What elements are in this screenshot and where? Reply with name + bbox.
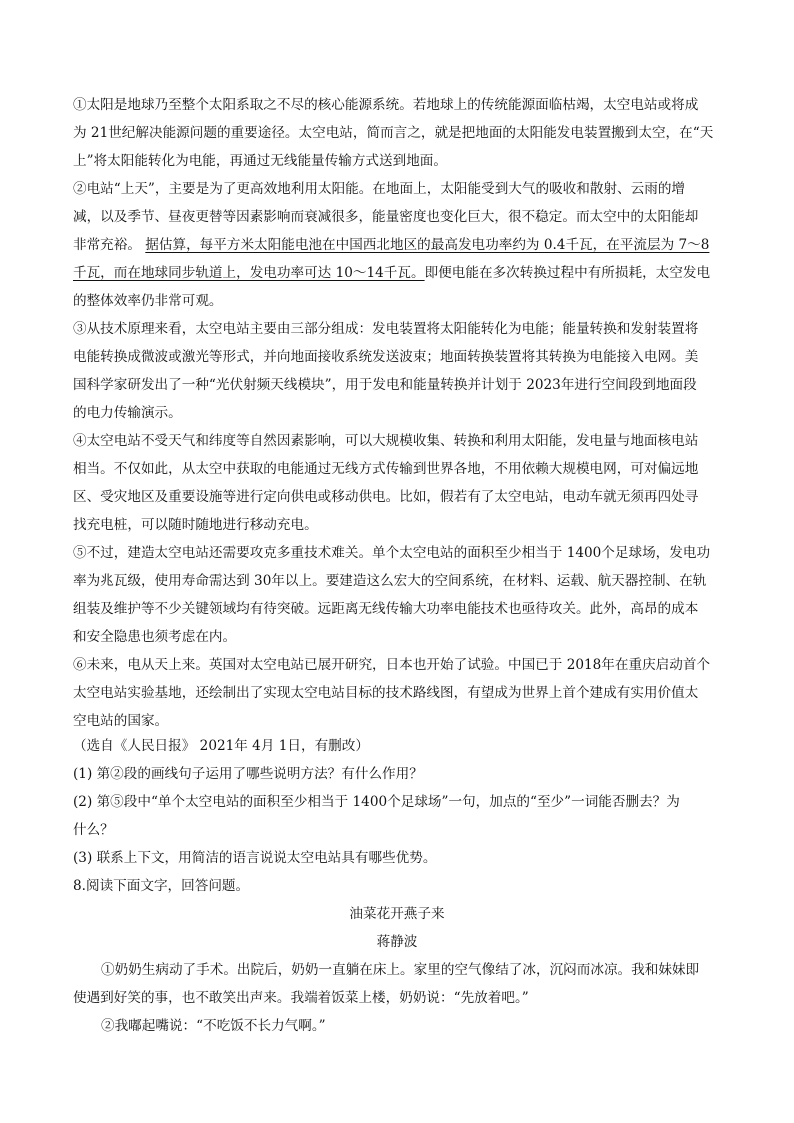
text-segment: 非常充裕。 (73, 237, 146, 253)
text-line: 什么？ (73, 822, 114, 838)
text-line: 为 21世纪解决能源问题的重要途径。太空电站，简而言之，就是把地面的太阳能发电装置搬到太空，在“天 (73, 125, 714, 141)
text-line: ⑥未来，电从天上来。英国对太空电站已展开研究，日本也开始了试验。中国已于 2018年在重庆启动首个 (73, 657, 711, 673)
text-line: 减，以及季节、昼夜更替等因素影响而衰减很多，能量密度也变化巨大，很不稳定。而太空中的太阳能却 (73, 209, 699, 225)
text-line: 太空电站实验基地，还绘制出了实现太空电站目标的技术路线图，有望成为世界上首个建成有实用价值太 (73, 685, 699, 701)
section-heading: 8.阅读下面文字，回答问题。 (73, 878, 250, 894)
text-segment: 即便电能在多次转换过程中有所损耗，太空发电 (424, 265, 711, 281)
text-line: 国科学家研发出了一种“光伏射频天线模块”，用于发电和能量转换并计划于 2023年进行空间段到地面段 (73, 377, 697, 393)
text-line: 和安全隐患也须考虑在内。 (73, 629, 237, 645)
underlined-sentence: 据估算，每平方米太阳能电池在中国西北地区的最高发电功率约为 0.4千瓦，在平流层为 7～8 (145, 237, 710, 253)
text-line: ②电站“上天”，主要是为了更高效地利用太阳能。在地面上，太阳能受到大气的吸收和散射、云雨的增 (73, 181, 686, 197)
text-line: 空电站的国家。 (73, 713, 169, 729)
text-line (73, 262, 710, 284)
source-citation: （选自《人民日报》 2021年 4月 1日，有删改） (73, 738, 369, 754)
text-line: 电能转换成微波或激光等形式，并向地面接收系统发送波束；地面转换装置将其转换为电能接入电网。美 (73, 349, 699, 365)
text-line: 相当。不仅如此，从太空中获取的电能通过无线方式传输到世界各地，不用依赖大规模电网，可对偏远地 (73, 461, 699, 477)
text-line: 的整体效率仍非常可观。 (73, 293, 223, 309)
question-1: (1) 第②段的画线句子运用了哪些说明方法？有什么作用？ (73, 766, 423, 782)
underlined-sentence: 千瓦，而在地球同步轨道上，发电功率可达 10～14千瓦。 (73, 265, 425, 281)
question-3: (3) 联系上下文，用简洁的语言说说太空电站具有哪些优势。 (73, 850, 437, 866)
text-line: 上”将太阳能转化为电能，再通过无线能量传输方式送到地面。 (73, 153, 447, 169)
article-author: 蒋静波 (376, 934, 418, 950)
text-line: 的电力传输演示。 (73, 405, 182, 421)
text-line: 区、受灾地区及重要设施等进行定向供电或移动供电。比如，假若有了太空电站，电动车就无须再四处寻 (73, 489, 699, 505)
text-line: ④太空电站不受天气和纬度等自然因素影响，可以大规模收集、转换和利用太阳能，发电量与地面核电站 (73, 433, 699, 449)
text-line: ⑤不过，建造太空电站还需要攻克多重技术难关。单个太空电站的面积至少相当于 1400个足球场，发电功 (73, 545, 711, 561)
article-title: 油菜花开燕子来 (349, 906, 445, 922)
text-line: ①奶奶生病动了手术。出院后，奶奶一直躺在床上。家里的空气像结了冰，沉闷而冰凉。我和妹妹即 (101, 962, 700, 978)
text-line: 使遇到好笑的事，也不敢笑出声来。我端着饭菜上楼，奶奶说：“先放着吧。” (73, 990, 529, 1006)
text-line: 率为兆瓦级，使用寿命需达到 30年以上。要建造这么宏大的空间系统，在材料、运载、航天器控制、在轨 (73, 573, 707, 589)
text-line (73, 234, 709, 256)
text-line: ③从技术原理来看，太空电站主要由三部分组成：发电装置将太阳能转化为电能；能量转换和发射装置将 (73, 321, 699, 337)
text-line: ②我嘟起嘴说：“不吃饭不长力气啊。” (101, 1018, 326, 1034)
text-line: 组装及维护等不少关键领域均有待突破。远距离无线传输大功率电能技术也亟待攻关。此外，高昂的成本 (73, 601, 699, 617)
text-line: ①太阳是地球乃至整个太阳系取之不尽的核心能源系统。若地球上的传统能源面临枯竭，太空电站或将成 (73, 97, 699, 113)
text-line: 找充电桩，可以随时随地进行移动充电。 (73, 517, 318, 533)
question-2: (2) 第⑤段中“单个太空电站的面积至少相当于 1400个足球场”一句，加点的“至少”一词能否删去？为 (73, 794, 680, 810)
